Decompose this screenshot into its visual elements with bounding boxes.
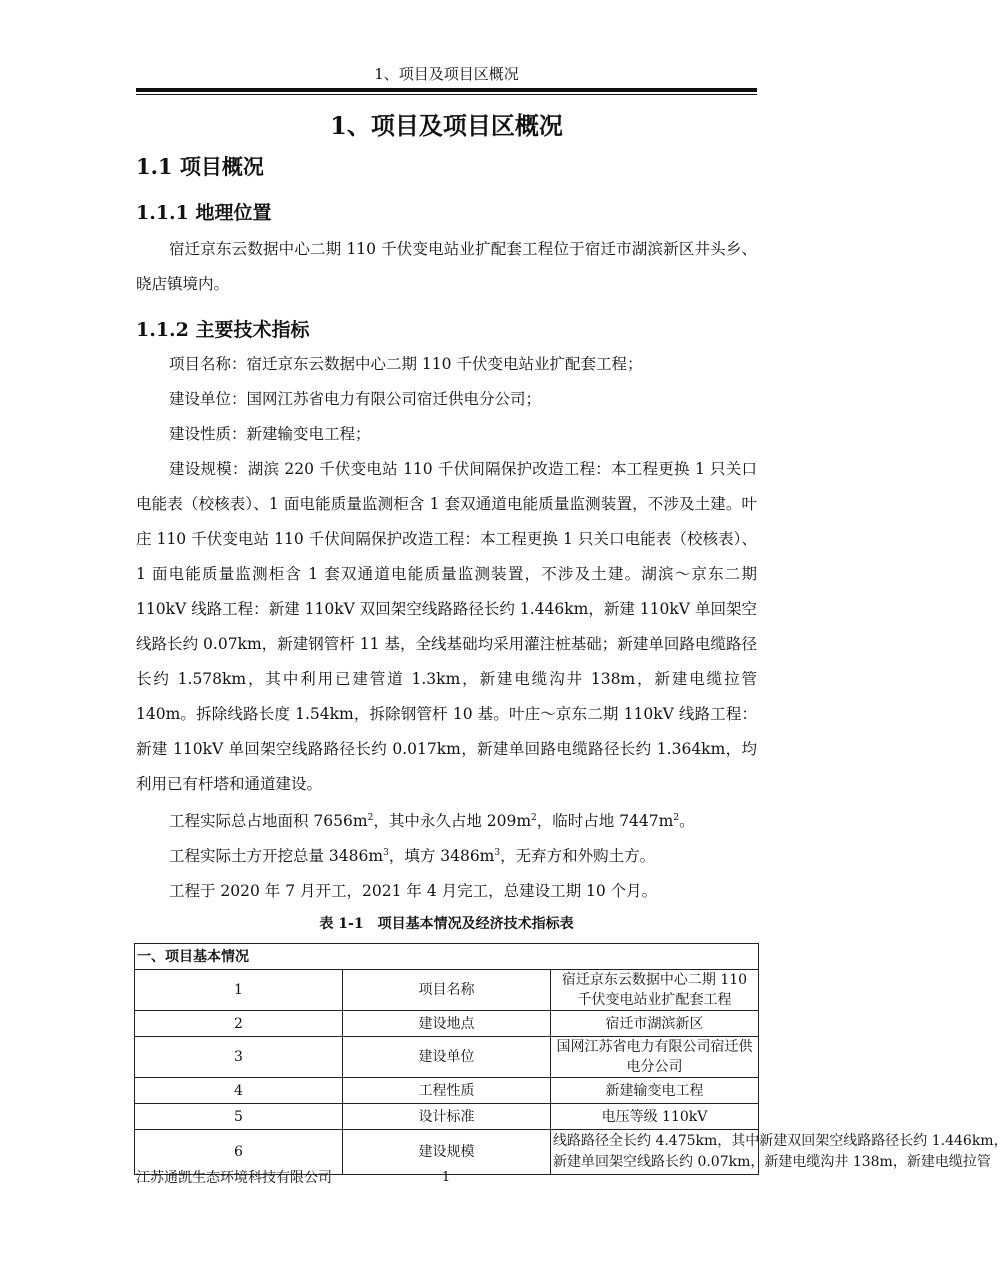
page-number: 1 bbox=[441, 1170, 451, 1185]
earthwork-line: 工程实际土方开挖总量 $3486m^3$，填方 $3486m^3$，无弃方和外购土方。 bbox=[169, 847, 656, 865]
table-section-row bbox=[135, 944, 759, 970]
row-value: 电压等级 110kV bbox=[551, 1104, 759, 1130]
row-number: 1 bbox=[135, 970, 343, 1011]
table-row bbox=[135, 970, 759, 1011]
nature-line: 建设性质：新建输变电工程； bbox=[169, 425, 371, 443]
row-number: 6 bbox=[135, 1130, 343, 1175]
row-name: 工程性质 bbox=[343, 1078, 551, 1104]
table-row bbox=[135, 1037, 759, 1078]
construction-scale-paragraph: 建设规模：湖滨 220 千伏变电站 110 千伏间隔保护改造工程：本工程更换 1 只关口电能表（校核表）、1 面电能质量监测柜含 1 套双通道电能质量监测装置，不涉及土建。叶庄 110 千伏变电站 110 千伏间隔保护改造工程：本工程更换 1 只关口电能表（校核表）、1 面电能质量监测柜含 1 套双通道电能质量监测装置，不涉及土建。湖滨～京东二期 110kV 线路工程：新建 110kV 双回架空线路路径长约 1.446km，新建 110kV 单回架空线路长约 0.07km，新建钢管杆 11 基，全线基础均采用灌注桩基础；新建单回路电缆路径长约 1.578km，其中利用已建管道 1.3km，新建电缆沟井 138m，新建电缆拉管 140m。拆除线路长度 1.54km，拆除钢管杆 10 基。叶庄～京东二期 110kV 线路工程：新建 110kV 单回架空线路路径长约 0.017km，新建单回路电缆路径长约 1.364km，均利用已有杆塔和通道建设。 bbox=[136, 460, 757, 793]
row-number: 4 bbox=[135, 1078, 343, 1104]
row-value: 宿迁市湖滨新区 bbox=[551, 1011, 759, 1037]
row-number: 2 bbox=[135, 1011, 343, 1037]
row-value: 新建输变电工程 bbox=[551, 1078, 759, 1104]
table-row bbox=[135, 1011, 759, 1037]
table-caption: 表 1-1 项目基本情况及经济技术指标表 bbox=[319, 916, 574, 932]
project-info-table bbox=[134, 943, 1008, 1175]
row-number: 5 bbox=[135, 1104, 343, 1130]
row-number: 3 bbox=[135, 1037, 343, 1078]
row-name: 建设规模 bbox=[343, 1130, 551, 1175]
location-paragraph: 宿迁京东云数据中心二期 110 千伏变电站业扩配套工程位于宿迁市湖滨新区井头乡、晓店镇境内。 bbox=[136, 240, 757, 293]
section-1-1-1-heading: 1.1.1 地理位置 bbox=[136, 202, 272, 224]
chapter-title: 1、项目及项目区概况 bbox=[330, 111, 563, 140]
section-1-1-2-heading: 1.1.2 主要技术指标 bbox=[136, 319, 310, 341]
row-name: 项目名称 bbox=[343, 970, 551, 1011]
builder-line: 建设单位：国网江苏省电力有限公司宿迁供电分公司； bbox=[169, 390, 542, 408]
header-rule-thin bbox=[136, 94, 757, 95]
row-name: 建设地点 bbox=[343, 1011, 551, 1037]
row-name: 设计标准 bbox=[343, 1104, 551, 1130]
footer-company: 江苏通凯生态环境科技有限公司 bbox=[136, 1170, 332, 1186]
row-value: 国网江苏省电力有限公司宿迁供电分公司 bbox=[551, 1037, 759, 1078]
table-row bbox=[135, 1078, 759, 1104]
table-section-label: 一、项目基本情况 bbox=[135, 944, 759, 970]
row-value: 宿迁京东云数据中心二期 110 千伏变电站业扩配套工程 bbox=[551, 970, 759, 1011]
header-rule-thick bbox=[136, 88, 757, 92]
row-name: 建设单位 bbox=[343, 1037, 551, 1078]
section-1-1-heading: 1.1 项目概况 bbox=[136, 154, 264, 179]
table-row bbox=[135, 1104, 759, 1130]
project-name-line: 项目名称：宿迁京东云数据中心二期 110 千伏变电站业扩配套工程； bbox=[169, 355, 643, 373]
land-area-line: 工程实际总占地面积 $7656m^2$，其中永久占地 $209m^2$，临时占地 $7447m^2$。 bbox=[169, 812, 695, 830]
running-header: 1、项目及项目区概况 bbox=[374, 65, 519, 83]
schedule-line: 工程于 2020 年 7 月开工，2021 年 4 月完工，总建设工期 10 个月。 bbox=[169, 882, 658, 900]
row-value: 线路路径全长约 4.475km，其中新建双回架空线路路径长约 1.446km， 新建单回架空线路长约 0.07km，新建电缆沟井 138m，新建电缆拉管 bbox=[551, 1130, 759, 1175]
